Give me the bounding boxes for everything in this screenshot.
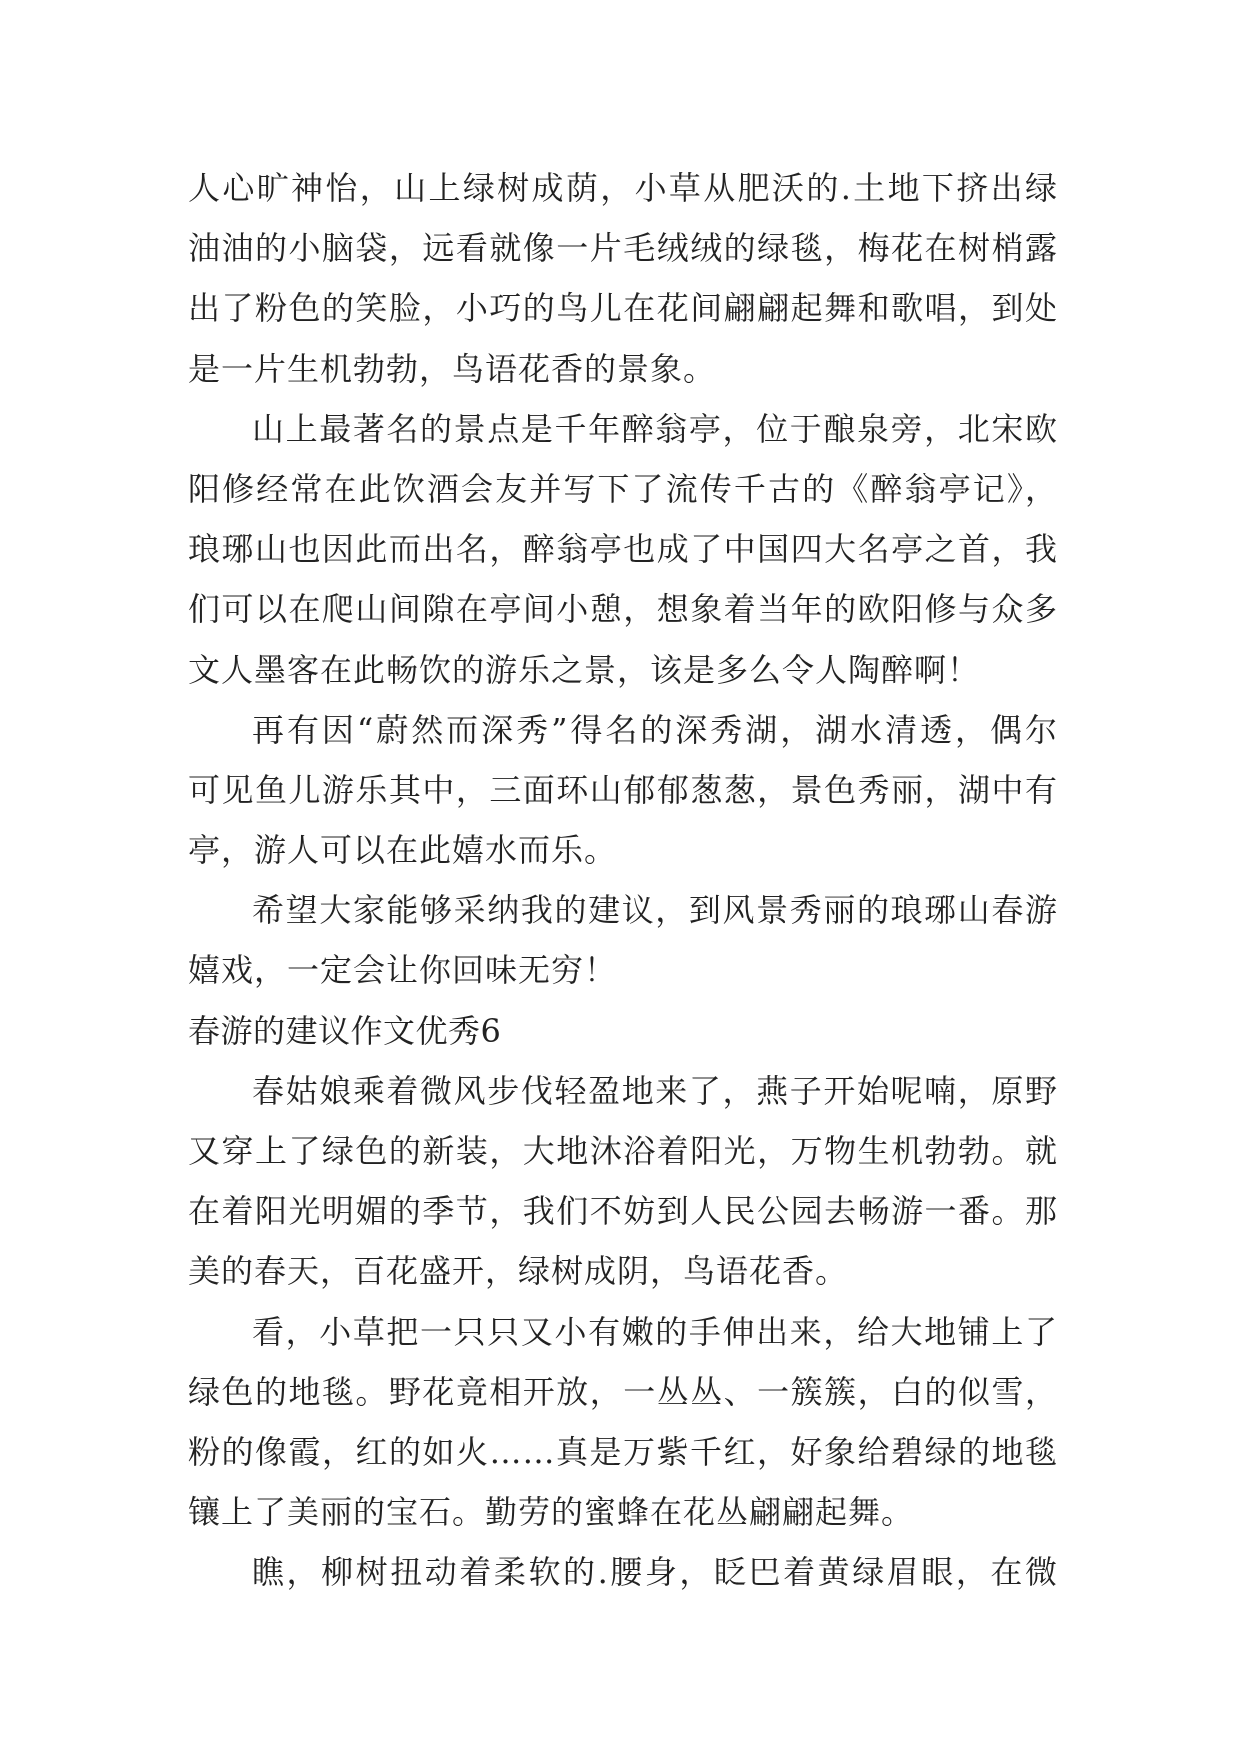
text-line: 瞧，柳树扭动着柔软的.腰身，眨巴着黄绿眉眼，在微 [252, 1553, 1058, 1592]
text-line: 再有因“蔚然而深秀”得名的深秀湖，湖水清透，偶尔 [252, 710, 1058, 749]
text-line: 是一片生机勃勃，鸟语花香的景象。 [188, 349, 717, 388]
paragraph [188, 1542, 1058, 1602]
paragraph [188, 880, 1058, 1000]
text-line: 阳修经常在此饮酒会友并写下了流传千古的《醉翁亭记》， [188, 469, 1058, 508]
text-line: 山上最著名的景点是千年醉翁亭，位于酿泉旁，北宋欧 [252, 409, 1058, 448]
paragraph [188, 1061, 1058, 1302]
text-line: 绿色的地毯。野花竟相开放，一丛丛、一簇簇，白的似雪， [188, 1372, 1058, 1411]
text-line: 琅琊山也因此而出名，醉翁亭也成了中国四大名亭之首，我 [188, 530, 1058, 569]
document-body [188, 158, 1058, 1603]
text-line: 看，小草把一只只又小有嫩的手伸出来，给大地铺上了 [252, 1312, 1058, 1351]
text-line: 嬉戏，一定会让你回味无穷！ [188, 951, 618, 990]
paragraph [188, 158, 1058, 399]
text-line: 出了粉色的笑脸，小巧的鸟儿在花间翩翩起舞和歌唱，到处 [188, 289, 1058, 328]
text-line: 又穿上了绿色的新装，大地沐浴着阳光，万物生机勃勃。就 [188, 1132, 1058, 1170]
text-line: 文人墨客在此畅饮的游乐之景，该是多么令人陶醉啊！ [188, 650, 981, 689]
text-line: 们可以在爬山间隙在亭间小憩，想象着当年的欧阳修与众多 [188, 590, 1058, 629]
text-line: 亭，游人可以在此嬉水而乐。 [188, 831, 618, 870]
text-line: 美的春天，百花盛开，绿树成阴，鸟语花香。 [188, 1252, 849, 1291]
paragraph [188, 399, 1058, 700]
text-line: 油油的小脑袋，远看就像一片毛绒绒的绿毯，梅花在树梢露 [188, 229, 1058, 268]
text-line: 可见鱼儿游乐其中，三面环山郁郁葱葱，景色秀丽，湖中有 [188, 770, 1058, 809]
section-heading: 春游的建议作文优秀6 [188, 1011, 502, 1050]
text-line: 人心旷神怡，山上绿树成荫，小草从肥沃的.土地下挤出绿 [188, 169, 1058, 207]
text-line: 镶上了美丽的宝石。勤劳的蜜蜂在花丛翩翩起舞。 [188, 1493, 915, 1532]
text-line: 春姑娘乘着微风步伐轻盈地来了，燕子开始呢喃，原野 [252, 1071, 1058, 1110]
text-line: 希望大家能够采纳我的建议，到风景秀丽的琅琊山春游 [252, 891, 1058, 930]
paragraph [188, 700, 1058, 881]
paragraph [188, 1302, 1058, 1543]
text-line: 粉的像霞，红的如火……真是万紫千红，好象给碧绿的地毯 [188, 1432, 1058, 1471]
text-line: 在着阳光明媚的季节，我们不妨到人民公园去畅游一番。那 [188, 1192, 1058, 1231]
